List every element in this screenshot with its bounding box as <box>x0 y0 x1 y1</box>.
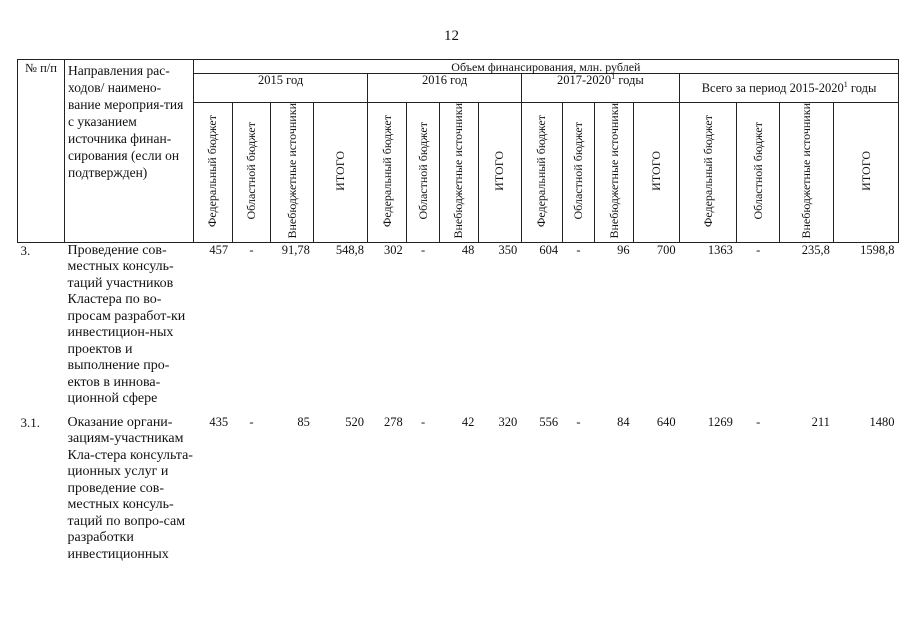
cell-value: 520 <box>345 414 364 429</box>
cell-value: 1363 <box>707 242 733 257</box>
page-number: 12 <box>444 28 459 44</box>
header-period-total: Всего за период 2015-2020$^1$ годы <box>680 74 899 103</box>
cell-value: - <box>576 414 581 429</box>
table-row <box>18 415 899 564</box>
cell-value: 548,8 <box>335 242 364 257</box>
col-regional: Областной бюджет <box>232 103 271 243</box>
col-regional: Областной бюджет <box>737 103 780 243</box>
col-federal: Федеральный бюджет <box>680 103 737 243</box>
col-total: ИТОГО <box>478 103 521 243</box>
cell-value: 278 <box>384 414 403 429</box>
col-offbudget: Внебюджетные источники <box>780 103 834 243</box>
cell-value: 640 <box>656 414 676 429</box>
col-total: ИТОГО <box>634 103 680 243</box>
col-offbudget: Внебюджетные источники <box>271 103 314 243</box>
cell-value: 700 <box>656 242 676 257</box>
cell-value: - <box>249 242 254 257</box>
cell-value: - <box>249 414 254 429</box>
cell-value: 1598,8 <box>860 242 895 257</box>
cell-value: - <box>576 242 581 257</box>
cell-value: 48 <box>461 242 475 257</box>
cell-value: - <box>756 242 761 257</box>
cell-value: 604 <box>539 242 559 257</box>
cell-value: - <box>421 242 426 257</box>
cell-value: 96 <box>617 242 630 257</box>
col-federal: Федеральный бюджет <box>368 103 407 243</box>
cell-value: 84 <box>617 414 630 429</box>
cell-value: 457 <box>209 242 229 257</box>
cell-value: 211 <box>811 414 830 429</box>
col-regional: Областной бюджет <box>562 103 595 243</box>
row-number: 3.1. <box>20 414 40 430</box>
cell-value: 91,78 <box>281 242 310 257</box>
header-period-2015: 2015 год <box>193 74 368 103</box>
table-row <box>18 242 899 415</box>
header-period-2017-2020: 2017-2020$^1$ годы <box>521 74 679 103</box>
col-offbudget: Внебюджетные источники <box>595 103 634 243</box>
cell-value: 1480 <box>869 414 895 429</box>
row-description: Оказание органи-зациям-участникам Кла-стера консульта-ционных услуг и проведение сов-местных консуль-таций по вопро-сам разработки инвестиционных <box>67 414 193 562</box>
cell-value: 556 <box>539 414 559 429</box>
col-federal: Федеральный бюджет <box>193 103 232 243</box>
cell-value: 320 <box>498 414 518 429</box>
row-number: 3. <box>20 242 31 258</box>
header-period-2016: 2016 год <box>368 74 521 103</box>
cell-value: 302 <box>384 242 403 257</box>
row-description: Проведение сов-местных консуль-таций участников Кластера по во-просам разработ-ки инвестицион-ных проектов и выполнение про-ектов в иннова-ционной сфере <box>67 242 186 406</box>
col-offbudget: Внебюджетные источники <box>439 103 478 243</box>
cell-value: 42 <box>461 414 475 429</box>
cell-value: - <box>756 414 761 429</box>
cell-value: 235,8 <box>801 242 830 257</box>
cell-value: 350 <box>498 242 518 257</box>
col-total: ИТОГО <box>834 103 899 243</box>
col-regional: Областной бюджет <box>407 103 440 243</box>
cell-value: 435 <box>209 414 229 429</box>
cell-value: 1269 <box>707 414 733 429</box>
header-num: № п/п <box>18 60 65 243</box>
cell-value: 85 <box>297 414 310 429</box>
header-funding: Объем финансирования, млн. рублей <box>193 60 898 74</box>
cell-value: - <box>421 414 426 429</box>
col-total: ИТОГО <box>314 103 368 243</box>
financing-table <box>17 59 899 563</box>
header-direction: Направления рас-ходов/ наимено-вание мероприя-тия с указанием источника финан-сирования (если он подтвержден) <box>65 60 194 243</box>
col-federal: Федеральный бюджет <box>521 103 562 243</box>
